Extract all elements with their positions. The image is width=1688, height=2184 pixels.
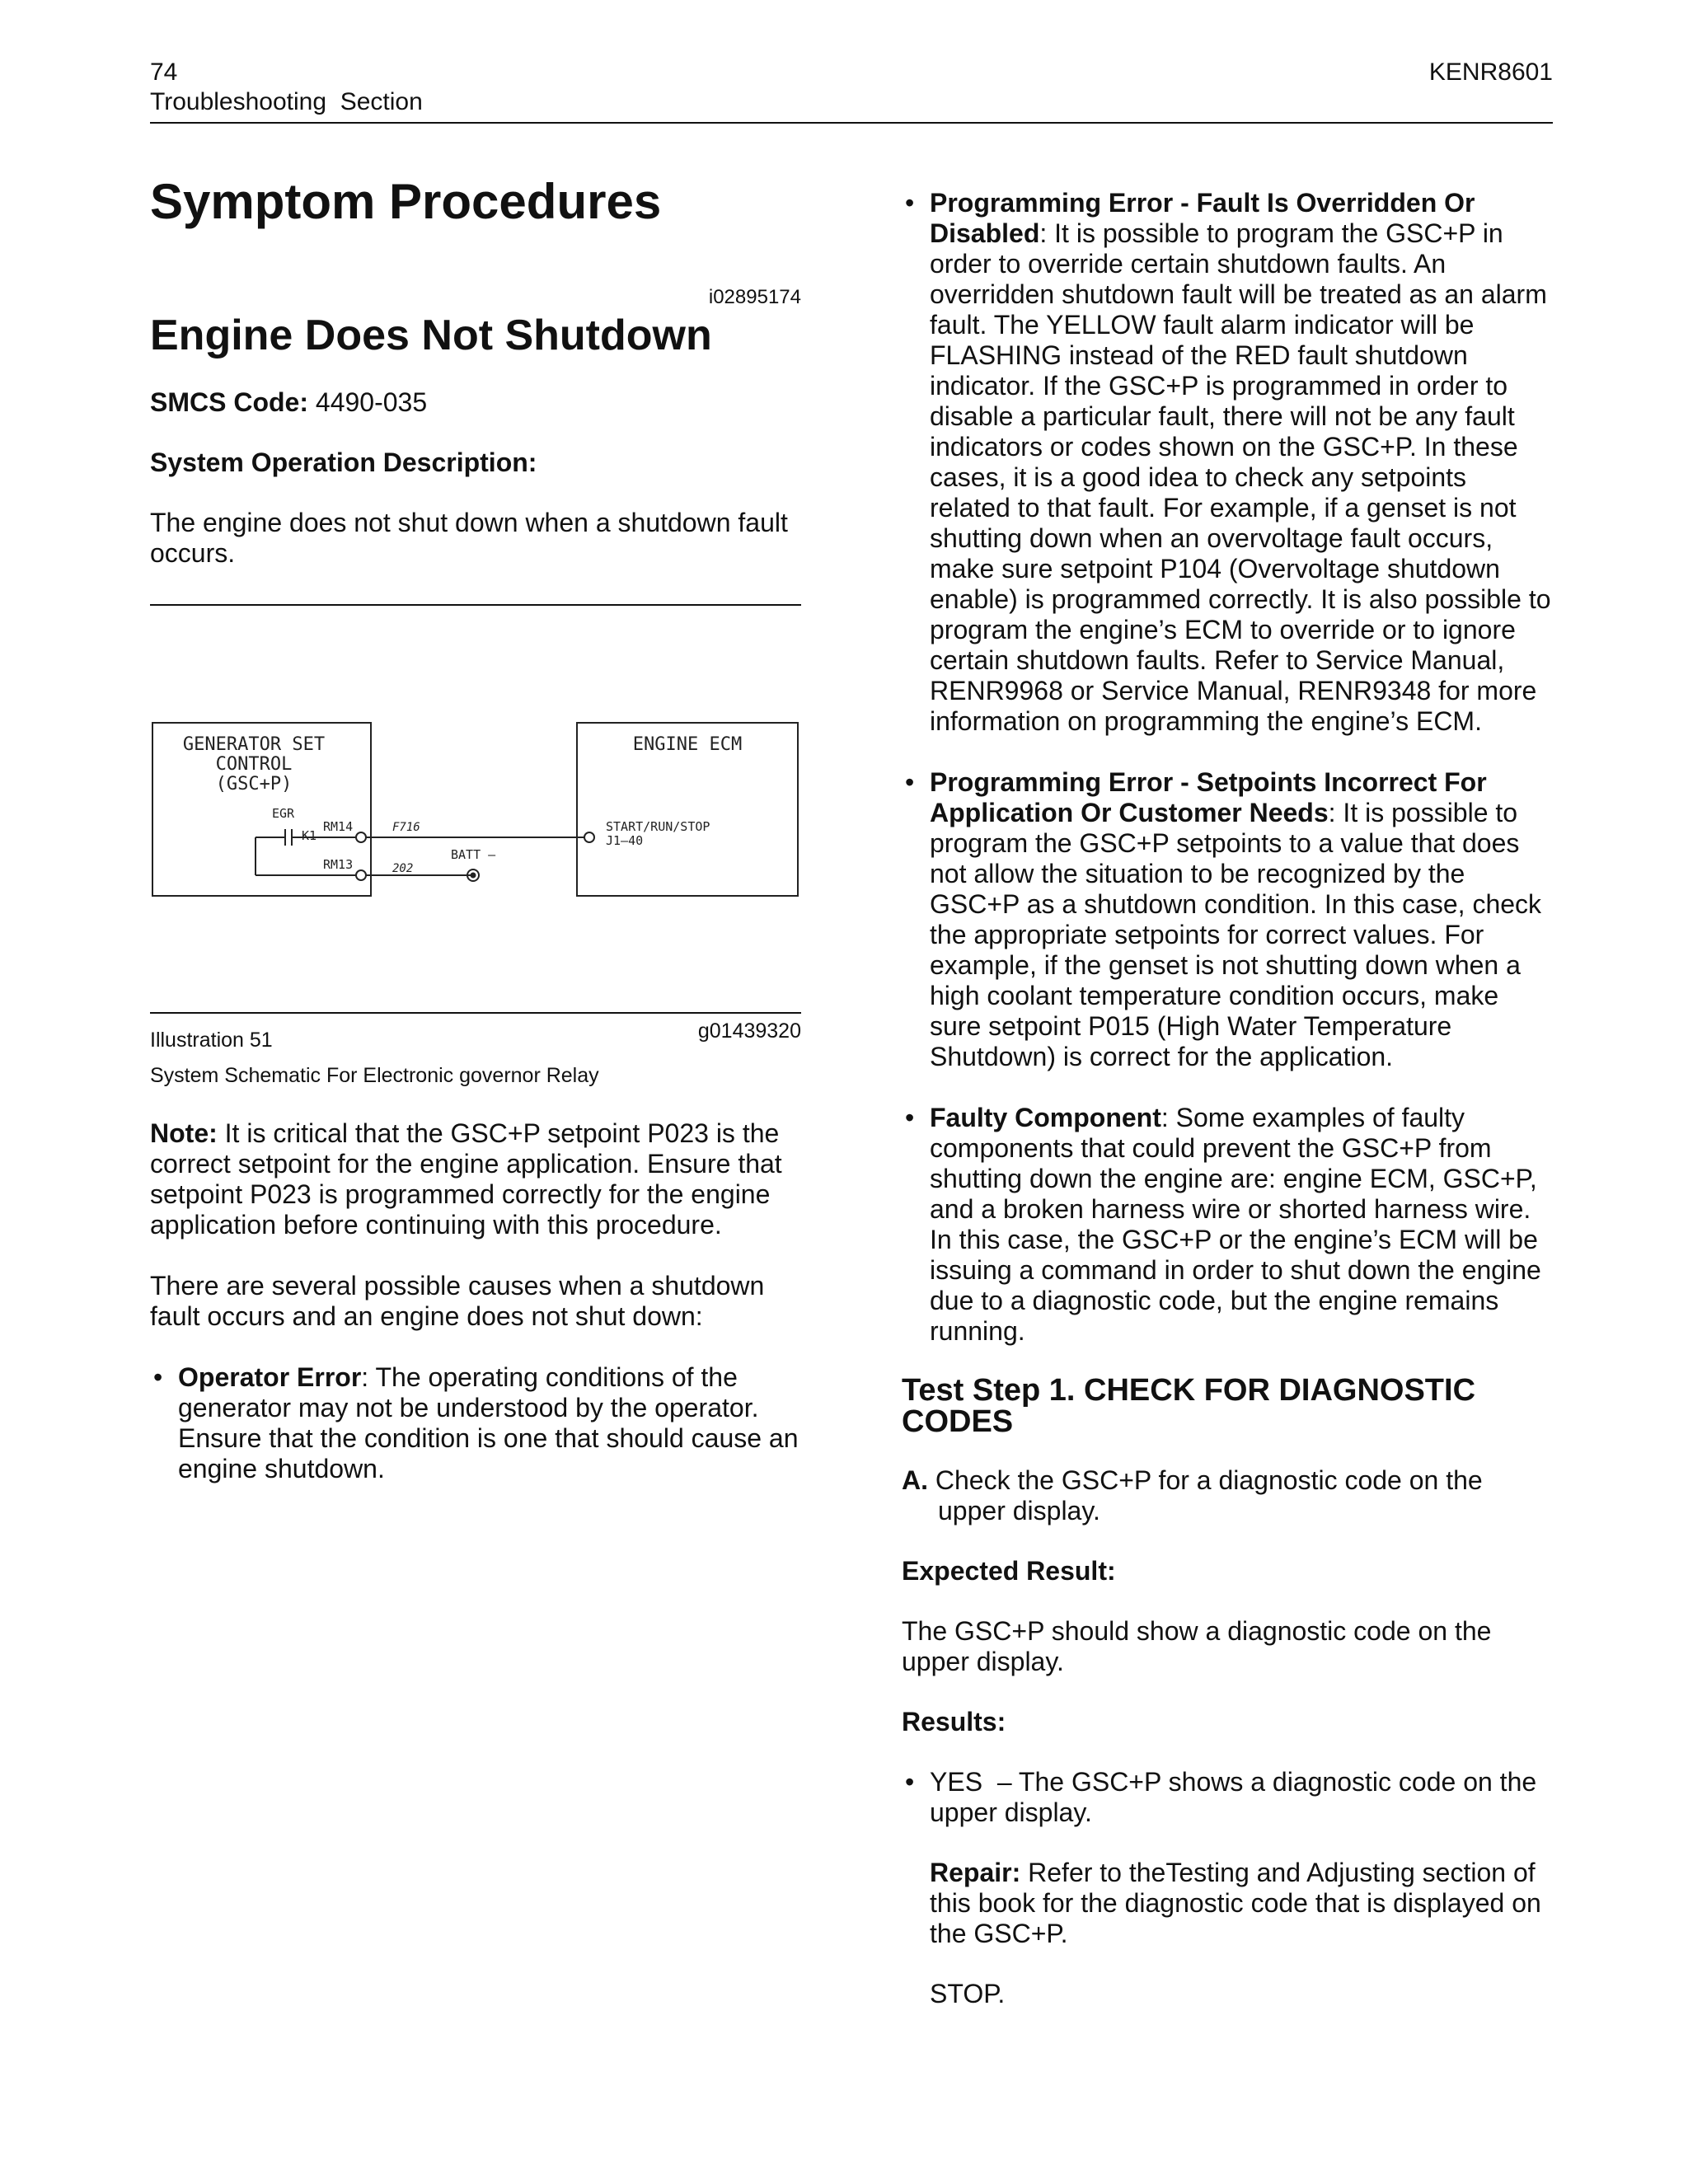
results-list <box>902 1767 1553 1828</box>
right-column <box>902 188 1553 2009</box>
document-id: KENR8601 <box>1428 59 1553 86</box>
section-label: Troubleshooting Section <box>150 88 423 115</box>
note-label: Note: <box>150 1118 218 1148</box>
bullet-text: : Some examples of faulty components that could prevent the GSC+P from shutting down the engine are: engine ECM, GSC+P, and a broken harness wire or shorted harness wire. In this case, the GSC+P or the engine’s ECM will be issuing a command in order to shut down the engine due to a diagnostic code, but the engine remains running. <box>930 1103 1541 1346</box>
bullet-bold: Programming Error - Setpoints Incorrect For Application Or Customer Needs <box>930 767 1487 827</box>
system-operation-heading: System Operation Description: <box>150 448 537 477</box>
causes-list-left <box>150 1362 801 1484</box>
results-heading: Results: <box>902 1707 1006 1736</box>
smcs-value: 4490-035 <box>308 387 428 417</box>
list-item: • Programming Error - Setpoints Incorrect For Application Or Customer Needs: It is possible to program the GSC+P setpoints to a value that does not allow the situation to be recognized by the GSC+P as a shutdown condition. In this case, check the appropriate setpoints for correct values. For example, if the genset is not shutting down when a high coolant temperature condition occurs, make sure setpoint P015 (High Water Temperature Shutdown) is correct for the application. <box>905 767 1542 1071</box>
bullet-text: : The operating conditions of the generator may not be understood by the operator. Ensure that the condition is one that should cause an engine shutdown. <box>178 1362 799 1483</box>
relay-contact-k1 <box>256 829 366 880</box>
smcs-code <box>150 387 801 418</box>
illustration-label: Illustration 51 <box>150 1029 273 1052</box>
bullet-text: : It is possible to program the GSC+P in order to override certain shutdown faults. An overridden shutdown fault will be treated as an alarm fault. The YELLOW fault alarm indicator will be FLASHING instead of the RED fault shutdown indicator. If the GSC+P is programmed in order to disable a particular fault, there will not be any fault indicators or codes shown on the GSC+P. In these cases, it is a good idea to check any setpoints related to that fault. For example, if a genset is not shutting down when an overvoltage fault occurs, make sure setpoint P104 (Overvoltage shutdown enable) is programmed correctly. It is also possible to program the engine’s ECM to override or to ignore certain shutdown faults. Refer to Service Manual, RENR9968 or Service Manual, RENR9348 for more information on programming the engine’s ECM. <box>930 218 1551 736</box>
wire-f716-label: F716 <box>392 821 420 834</box>
step-a <box>902 1465 1553 1526</box>
page-number: 74 <box>150 59 178 86</box>
wire-202-label: 202 <box>392 862 414 875</box>
step-a-text: Check the GSC+P for a diagnostic code on the upper display. <box>928 1465 1483 1526</box>
note-paragraph <box>150 1118 801 1240</box>
list-item: • Operator Error: The operating conditions of the generator may not be understood by the operator. Ensure that the condition is one that should cause an engine shutdown. <box>153 1362 799 1483</box>
batt-label: BATT – <box>451 847 496 862</box>
expected-result-text: The GSC+P should show a diagnostic code on the upper display. <box>902 1616 1492 1676</box>
system-operation-text: The engine does not shut down when a shutdown fault occurs. <box>150 508 788 568</box>
procedure-title: Engine Does Not Shutdown <box>150 312 712 359</box>
causes-list-right <box>902 188 1553 1347</box>
illustration-bottom-rule <box>150 1012 801 1014</box>
list-item: • Faulty Component: Some examples of faulty components that could prevent the GSC+P from shutting down the engine are: engine ECM, GSC+P, and a broken harness wire or shorted harness wire. In this case, the GSC+P or the engine’s ECM will be issuing a command in order to shut down the engine due to a diagnostic code, but the engine remains running. <box>905 1103 1541 1346</box>
step-a-label: A. <box>902 1465 928 1495</box>
smcs-label: SMCS Code: <box>150 387 308 417</box>
left-column <box>150 173 801 606</box>
list-item: • Programming Error - Fault Is Overridden Or Disabled: It is possible to program the GSC+P in order to override certain shutdown faults. An overridden shutdown fault will be treated as an alarm fault. The YELLOW fault alarm indicator will be FLASHING instead of the RED fault shutdown indicator. If the GSC+P is programmed in order to disable a particular fault, there will not be any fault indicators or codes shown on the GSC+P. In these cases, it is a good idea to check any setpoints related to that fault. For example, if a genset is not shutting down when an overvoltage fault occurs, make sure setpoint P104 (Overvoltage shutdown enable) is programmed correctly. It is also possible to program the engine’s ECM to override or to ignore certain shutdown faults. Refer to Service Manual, RENR9968 or Service Manual, RENR9348 for more information on programming the engine’s ECM. <box>905 188 1551 736</box>
start-run-stop-label: START/RUN/STOP <box>606 819 710 834</box>
page-title: Symptom Procedures <box>150 174 662 229</box>
header-rule <box>150 122 1553 124</box>
illustration-id: g01439320 <box>697 1019 801 1043</box>
gsc-label-line3: (GSC+P) <box>215 774 293 794</box>
result-yes: YES – The GSC+P shows a diagnostic code on the upper display. <box>930 1767 1545 1827</box>
list-item: • YES – The GSC+P shows a diagnostic code on the upper display. <box>905 1767 1545 1827</box>
rm14-label: RM14 <box>323 819 354 834</box>
bullet-bold: Programming Error - Fault Is Overridden Or Disabled <box>930 188 1475 248</box>
bullet-text: : It is possible to program the GSC+P setpoints to a value that does not allow the situation to be recognized by the GSC+P as a shutdown condition. In this case, check the appropriate setpoints for correct values. For example, if the genset is not shutting down when a high coolant temperature condition occurs, make sure setpoint P015 (High Water Temperature Shutdown) is correct for the application. <box>930 798 1542 1071</box>
ecm-label: ENGINE ECM <box>632 734 743 755</box>
illustration-top-rule <box>150 604 801 606</box>
reference-id: i02895174 <box>708 286 801 308</box>
illustration-caption: System Schematic For Electronic governor Relay <box>150 1064 599 1087</box>
bullet-bold: Operator Error <box>178 1362 362 1392</box>
repair-label: Repair: <box>930 1858 1021 1887</box>
causes-intro: There are several possible causes when a shutdown fault occurs and an engine does not shut down: <box>150 1271 765 1331</box>
stop-text: STOP. <box>930 1979 1006 2008</box>
gsc-label-line2: CONTROL <box>215 754 293 775</box>
j1-40-label: J1–40 <box>606 833 644 848</box>
test-step-heading: Test Step 1. CHECK FOR DIAGNOSTIC CODES <box>902 1373 1476 1439</box>
repair-paragraph <box>902 1858 1553 1949</box>
gsc-label-line1: GENERATOR SET <box>182 734 326 755</box>
rm13-label: RM13 <box>323 857 354 872</box>
expected-result-heading: Expected Result: <box>902 1556 1116 1586</box>
note-text: It is critical that the GSC+P setpoint P023 is the correct setpoint for the engine application. Ensure that setpoint P023 is programmed correctly for the engine application before continuing with this procedure. <box>150 1118 782 1240</box>
k1-label: K1 <box>302 828 317 843</box>
bullet-bold: Faulty Component <box>930 1103 1161 1132</box>
system-schematic <box>150 715 801 907</box>
repair-text: Refer to theTesting and Adjusting section of this book for the diagnostic code that is displayed on the GSC+P. <box>930 1858 1541 1948</box>
left-lower-column <box>150 1118 801 1484</box>
egr-label: EGR <box>272 806 295 821</box>
